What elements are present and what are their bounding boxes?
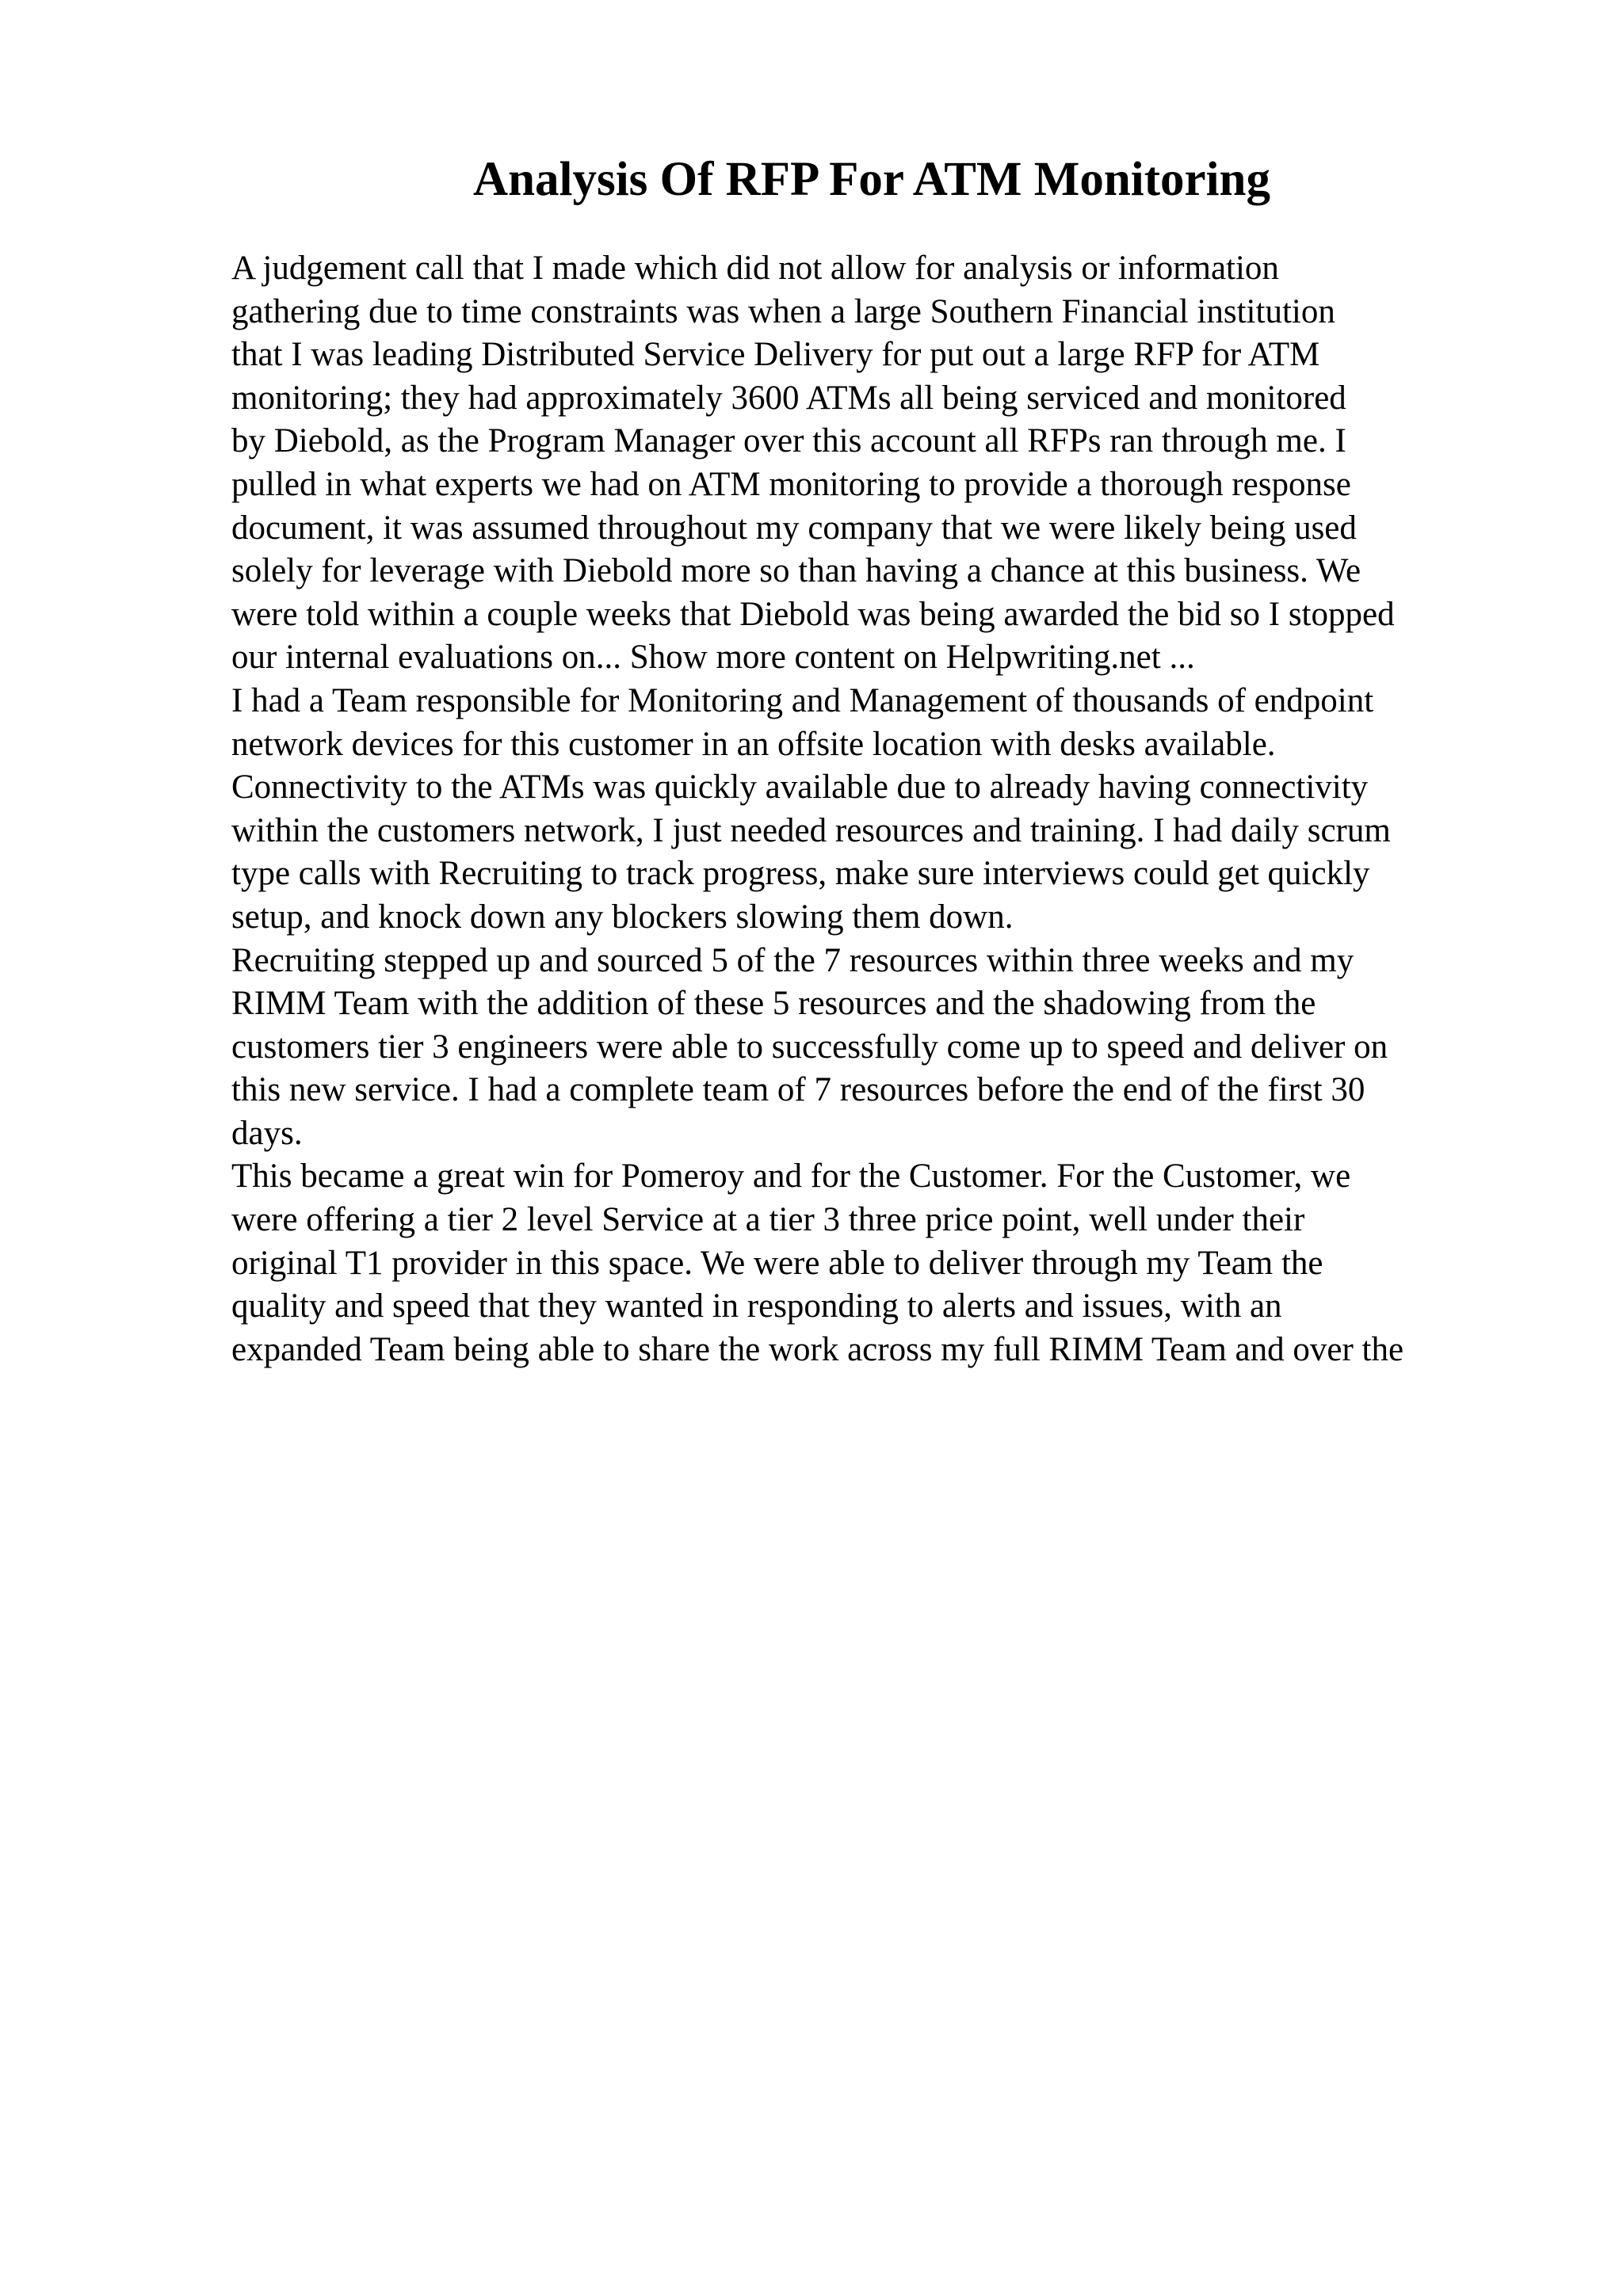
text-line: quality and speed that they wanted in responding to alerts and issues, with an <box>231 1287 1282 1325</box>
text-line: Connectivity to the ATMs was quickly available due to already having connectivity <box>231 769 1369 807</box>
text-line: solely for leverage with Diebold more so than having a chance at this business. We <box>231 552 1361 590</box>
text-line: expanded Team being able to share the work across my full RIMM Team and over the <box>231 1330 1404 1368</box>
text-line: original T1 provider in this space. We were able to deliver through my Team the <box>231 1244 1323 1282</box>
text-line: by Diebold, as the Program Manager over this account all RFPs ran through me. I <box>231 422 1346 460</box>
document-title: Analysis Of RFP For ATM Monitoring <box>473 153 1270 206</box>
text-line: network devices for this customer in an offsite location with desks available. <box>231 725 1276 763</box>
text-line: this new service. I had a complete team of 7 resources before the end of the first 30 <box>231 1071 1365 1109</box>
text-line: customers tier 3 engineers were able to successfully come up to speed and deliver on <box>231 1028 1388 1066</box>
text-line: I had a Team responsible for Monitoring and Management of thousands of endpoint <box>231 681 1374 719</box>
text-line: setup, and knock down any blockers slowing them down. <box>231 898 1014 936</box>
document-body <box>231 247 1610 1371</box>
text-line: our internal evaluations on... Show more content on Helpwriting.net ... <box>231 639 1195 677</box>
text-line: that I was leading Distributed Service Delivery for put out a large RFP for ATM <box>231 336 1320 374</box>
text-line: were told within a couple weeks that Diebold was being awarded the bid so I stopped <box>231 595 1395 633</box>
text-line: document, it was assumed throughout my company that we were likely being used <box>231 509 1357 547</box>
text-line: were offering a tier 2 level Service at a tier 3 three price point, well under their <box>231 1201 1305 1239</box>
text-line: gathering due to time constraints was when a large Southern Financial institution <box>231 292 1335 330</box>
text-line: This became a great win for Pomeroy and for the Customer. For the Customer, we <box>231 1158 1351 1196</box>
text-line: type calls with Recruiting to track progress, make sure interviews could get quickly <box>231 855 1370 893</box>
text-line: within the customers network, I just needed resources and training. I had daily scrum <box>231 811 1391 849</box>
text-line: days. <box>231 1114 303 1152</box>
text-line: RIMM Team with the addition of these 5 resources and the shadowing from the <box>231 985 1316 1023</box>
text-line: pulled in what experts we had on ATM monitoring to provide a thorough response <box>231 465 1351 503</box>
text-line: Recruiting stepped up and sourced 5 of the 7 resources within three weeks and my <box>231 941 1354 979</box>
text-line: A judgement call that I made which did not allow for analysis or information <box>231 250 1279 287</box>
text-line: monitoring; they had approximately 3600 ATMs all being serviced and monitored <box>231 379 1346 417</box>
